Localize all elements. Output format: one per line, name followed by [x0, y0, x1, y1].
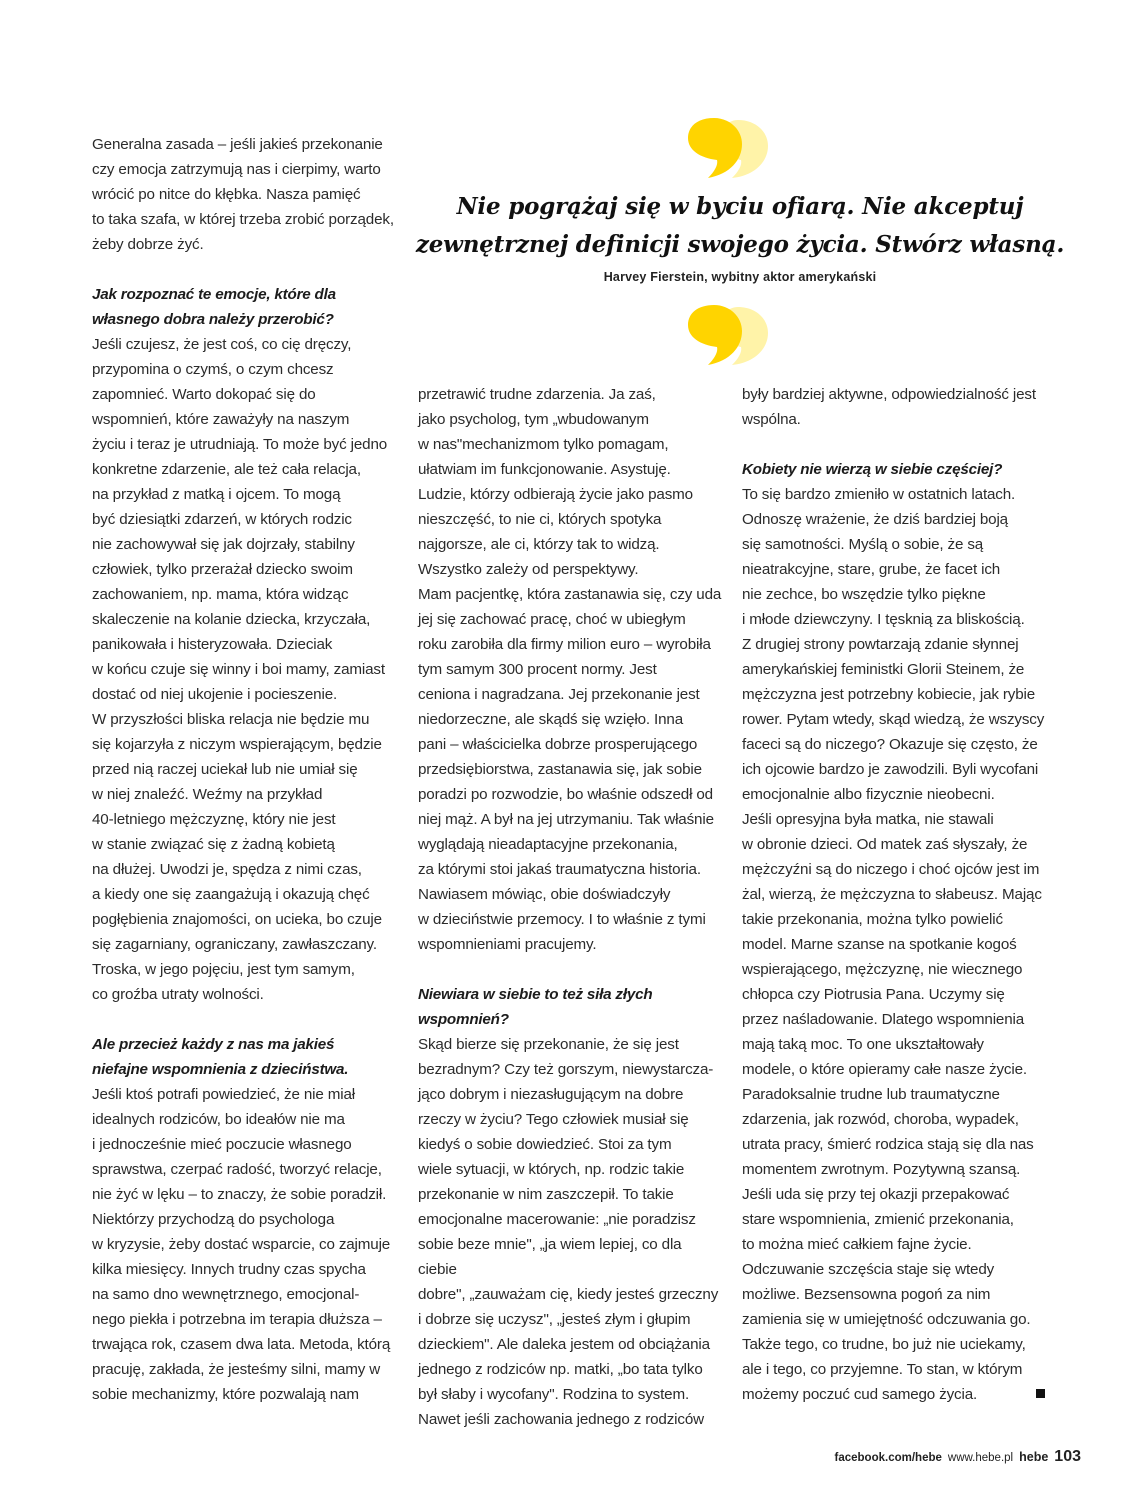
- intro-paragraph: Generalna zasada – jeśli jakieś przekonanie czy emocja zatrzymują nas i cierpimy, warto wrócić po nitce do kłębka. Nasza pamięć to taka szafa, w której trzeba zrobić porządek, żeby dobrze żyć.: [92, 136, 394, 253]
- website-link[interactable]: www.hebe.pl: [947, 1452, 1014, 1464]
- quote-bubbles-icon: [686, 303, 772, 367]
- page-footer: [835, 1448, 1081, 1466]
- answer-paragraph: To się bardzo zmieniło w ostatnich latach. Odnoszę wrażenie, że dziś bardziej boją się samotności. Myślą o sobie, że są nieatrakcyjne, stare, grube, że facet ich nie zechce, bo wszędzie tylko piękne i młode dziewczyny. I tęsknią za bliskością. Z drugiej strony powtarzają zdanie słynnej amerykańskiej feministki Glorii Steinem, że mężczyzna jest potrzebny kobiecie, jak rybie rower. Pytam wtedy, skąd wiedzą, że wszyscy faceci są do niczego? Okazuje się często, że ich ojcowie bardzo je zawodzili. Byli wycofani emocjonalnie albo fizycznie nieobecni. Jeśli opresyjna była matka, nie stawali w obronie dzieci. Od matek zaś słyszały, że mężczyźni są do niczego i choć ojców jest im żal, wierzą, że mężczyzna to słabeusz. Mając takie przekonania, można tylko powielić model. Marne szanse na spotkanie kogoś wspierającego, mężczyznę, nie wiecznego chłopca czy Piotrusia Pana. Uczymy się przez naśladowanie. Dlatego wspomnienia mają taką moc. To one ukształtowały modele, o które opieramy całe nasze życie. Paradoksalnie trudne lub traumatyczne zdarzenia, jak rozwód, choroba, wypadek, utrata pracy, śmierć rodzica stają się dla nas momentem zwrotnym. Pozytywną szansą. Jeśli uda się przy tej okazji przepakować stare wspomnienia, zmienić przekonania, to można mieć całkiem fajne życie. Odczuwanie szczęścia staje się wtedy możliwe. Bezsensowna pogoń za nim zamienia się w umiejętność odczuwania go. Także tego, co trudne, bo już nie uciekamy, ale i tego, co przyjemne. To stan, w którym możemy poczuć cud samego życia.: [742, 486, 1045, 1403]
- answer-paragraph: Jeśli czujesz, że jest coś, co cię dręczy, przypomina o czymś, o czym chcesz zapomnieć. Warto dokopać się do wspomnień, które zaważyły na naszym życiu i teraz je utrudniają. To może być jedno konkretne zdarzenie, ale też cała relacja, na przykład z matką i ojcem. To mogą być dziesiątki zdarzeń, w których rodzic nie zachowywał się jak dojrzały, stabilny człowiek, tylko przerażał dziecko swoim zachowaniem, np. mama, która widząc skaleczenie na kolanie dziecka, krzyczała, panikowała i histeryzowała. Dzieciak w końcu czuje się winny i boi mamy, zamiast dostać od niej ukojenie i pocieszenie. W przyszłości bliska relacja nie będzie mu się kojarzyła z niczym wspierającym, będzie przed nią raczej uciekał lub nie umiał się w niej znaleźć. Weźmy na przykład 40-letniego mężczyznę, który nie jest w stanie związać się z żadną kobietą na dłużej. Uwodzi je, spędza z nimi czas, a kiedy one się zaangażują i okazują chęć pogłębienia znajomości, on ucieka, bo czuje się zagarniany, ograniczany, zawłaszczany. Troska, w jego pojęciu, jest tym samym, co groźba utraty wolności.: [92, 336, 388, 1003]
- question-heading: Kobiety nie wierzą w siebie częściej?: [742, 461, 1003, 478]
- column-1-intro: [92, 132, 402, 257]
- page-number: 103: [1054, 1448, 1081, 1465]
- end-mark: [1036, 1389, 1045, 1398]
- brand-name: hebe: [1019, 1450, 1049, 1464]
- quote-bubbles-icon: [686, 116, 772, 180]
- question-heading: Ale przecież każdy z nas ma jakieś niefajne wspomnienia z dzieciństwa.: [92, 1036, 349, 1078]
- question-heading: Niewiara w siebie to też siła złych wspomnień?: [418, 986, 653, 1028]
- column-2: [418, 382, 723, 1432]
- answer-paragraph: były bardziej aktywne, odpowiedzialność jest wspólna.: [742, 386, 1036, 428]
- facebook-link[interactable]: facebook.com/hebe: [834, 1452, 942, 1464]
- quote-author: Harvey Fierstein, wybitny aktor amerykański: [603, 270, 877, 284]
- column-1: [92, 282, 402, 1407]
- answer-paragraph: Jeśli ktoś potrafi powiedzieć, że nie miał idealnych rodziców, bo ideałów nie ma i jednocześnie mieć poczucie własnego sprawstwa, czerpać radość, tworzyć relacje, nie żyć w lęku – to znaczy, że sobie poradził. Niektórzy przychodzą do psychologa w kryzysie, żeby dostać wsparcie, co zajmuje kilka miesięcy. Innych trudny czas spycha na samo dno wewnętrznego, emocjonal- nego piekła i potrzebna im terapia dłuższa – trwająca rok, czasem dwa lata. Metoda, którą pracuję, zakłada, że jesteśmy silni, mamy w sobie mechanizmy, które pozwalają nam: [92, 1086, 391, 1403]
- answer-paragraph: Skąd bierze się przekonanie, że się jest bezradnym? Czy też gorszym, niewystarcza- jąco dobrym i niezasługującym na dobre rzeczy w życiu? Tego człowiek musiał się kiedyś o sobie dowiedzieć. Stoi za tym wiele sytuacji, w których, np. rodzic takie przekonanie w nim zaszczepił. To takie emocjonalne macerowanie: „nie poradzisz sobie beze mnie", „ja wiem lepiej, co dla ciebie dobre", „zauważam cię, kiedy jesteś grzeczny i dobrze się uczysz", „jesteś złym i głupim dzieckiem". Ale daleka jestem od obciążania jednego z rodziców np. matki, „bo tata tylko był słaby i wycofany". Rodzina to system. Nawet jeśli zachowania jednego z rodziców: [418, 1036, 719, 1428]
- answer-paragraph: przetrawić trudne zdarzenia. Ja zaś, jako psycholog, tym „wbudowanym w nas"mechanizmom tylko pomagam, ułatwiam im funkcjonowanie. Asystuję. Ludzie, którzy odbierają życie jako pasmo nieszczęść, to nie ci, których spotyka najgorsze, ale ci, którzy tak to widzą. Wszystko zależy od perspektywy. Mam pacjentkę, która zastanawia się, czy uda jej się zachować pracę, choć w ubiegłym roku zarobiła dla firmy milion euro – wyrobiła tym samym 300 procent normy. Jest ceniona i nagradzana. Jej przekonanie jest niedorzeczne, ale skądś się wzięło. Inna pani – właścicielka dobrze prosperującego przedsiębiorstwa, zastanawia się, jak sobie poradzi po rozwodzie, bo właśnie odszedł od niej mąż. A był na jej utrzymaniu. Tak właśnie wyglądają nieadaptacyjne przekonania, za którymi stoi jakaś traumatyczna historia. Nawiasem mówiąc, obie doświadczyły w dzieciństwie przemocy. I to właśnie z tymi wspomnieniami pracujemy.: [418, 386, 722, 953]
- column-3: [742, 382, 1052, 1407]
- pull-quote: Nie pogrążaj się w byciu ofiarą. Nie akceptuj zewnętrznej definicji swojego życia. Stwórz własną.: [415, 193, 1065, 258]
- question-heading: Jak rozpoznać te emocje, które dla własnego dobra należy przerobić?: [92, 286, 336, 328]
